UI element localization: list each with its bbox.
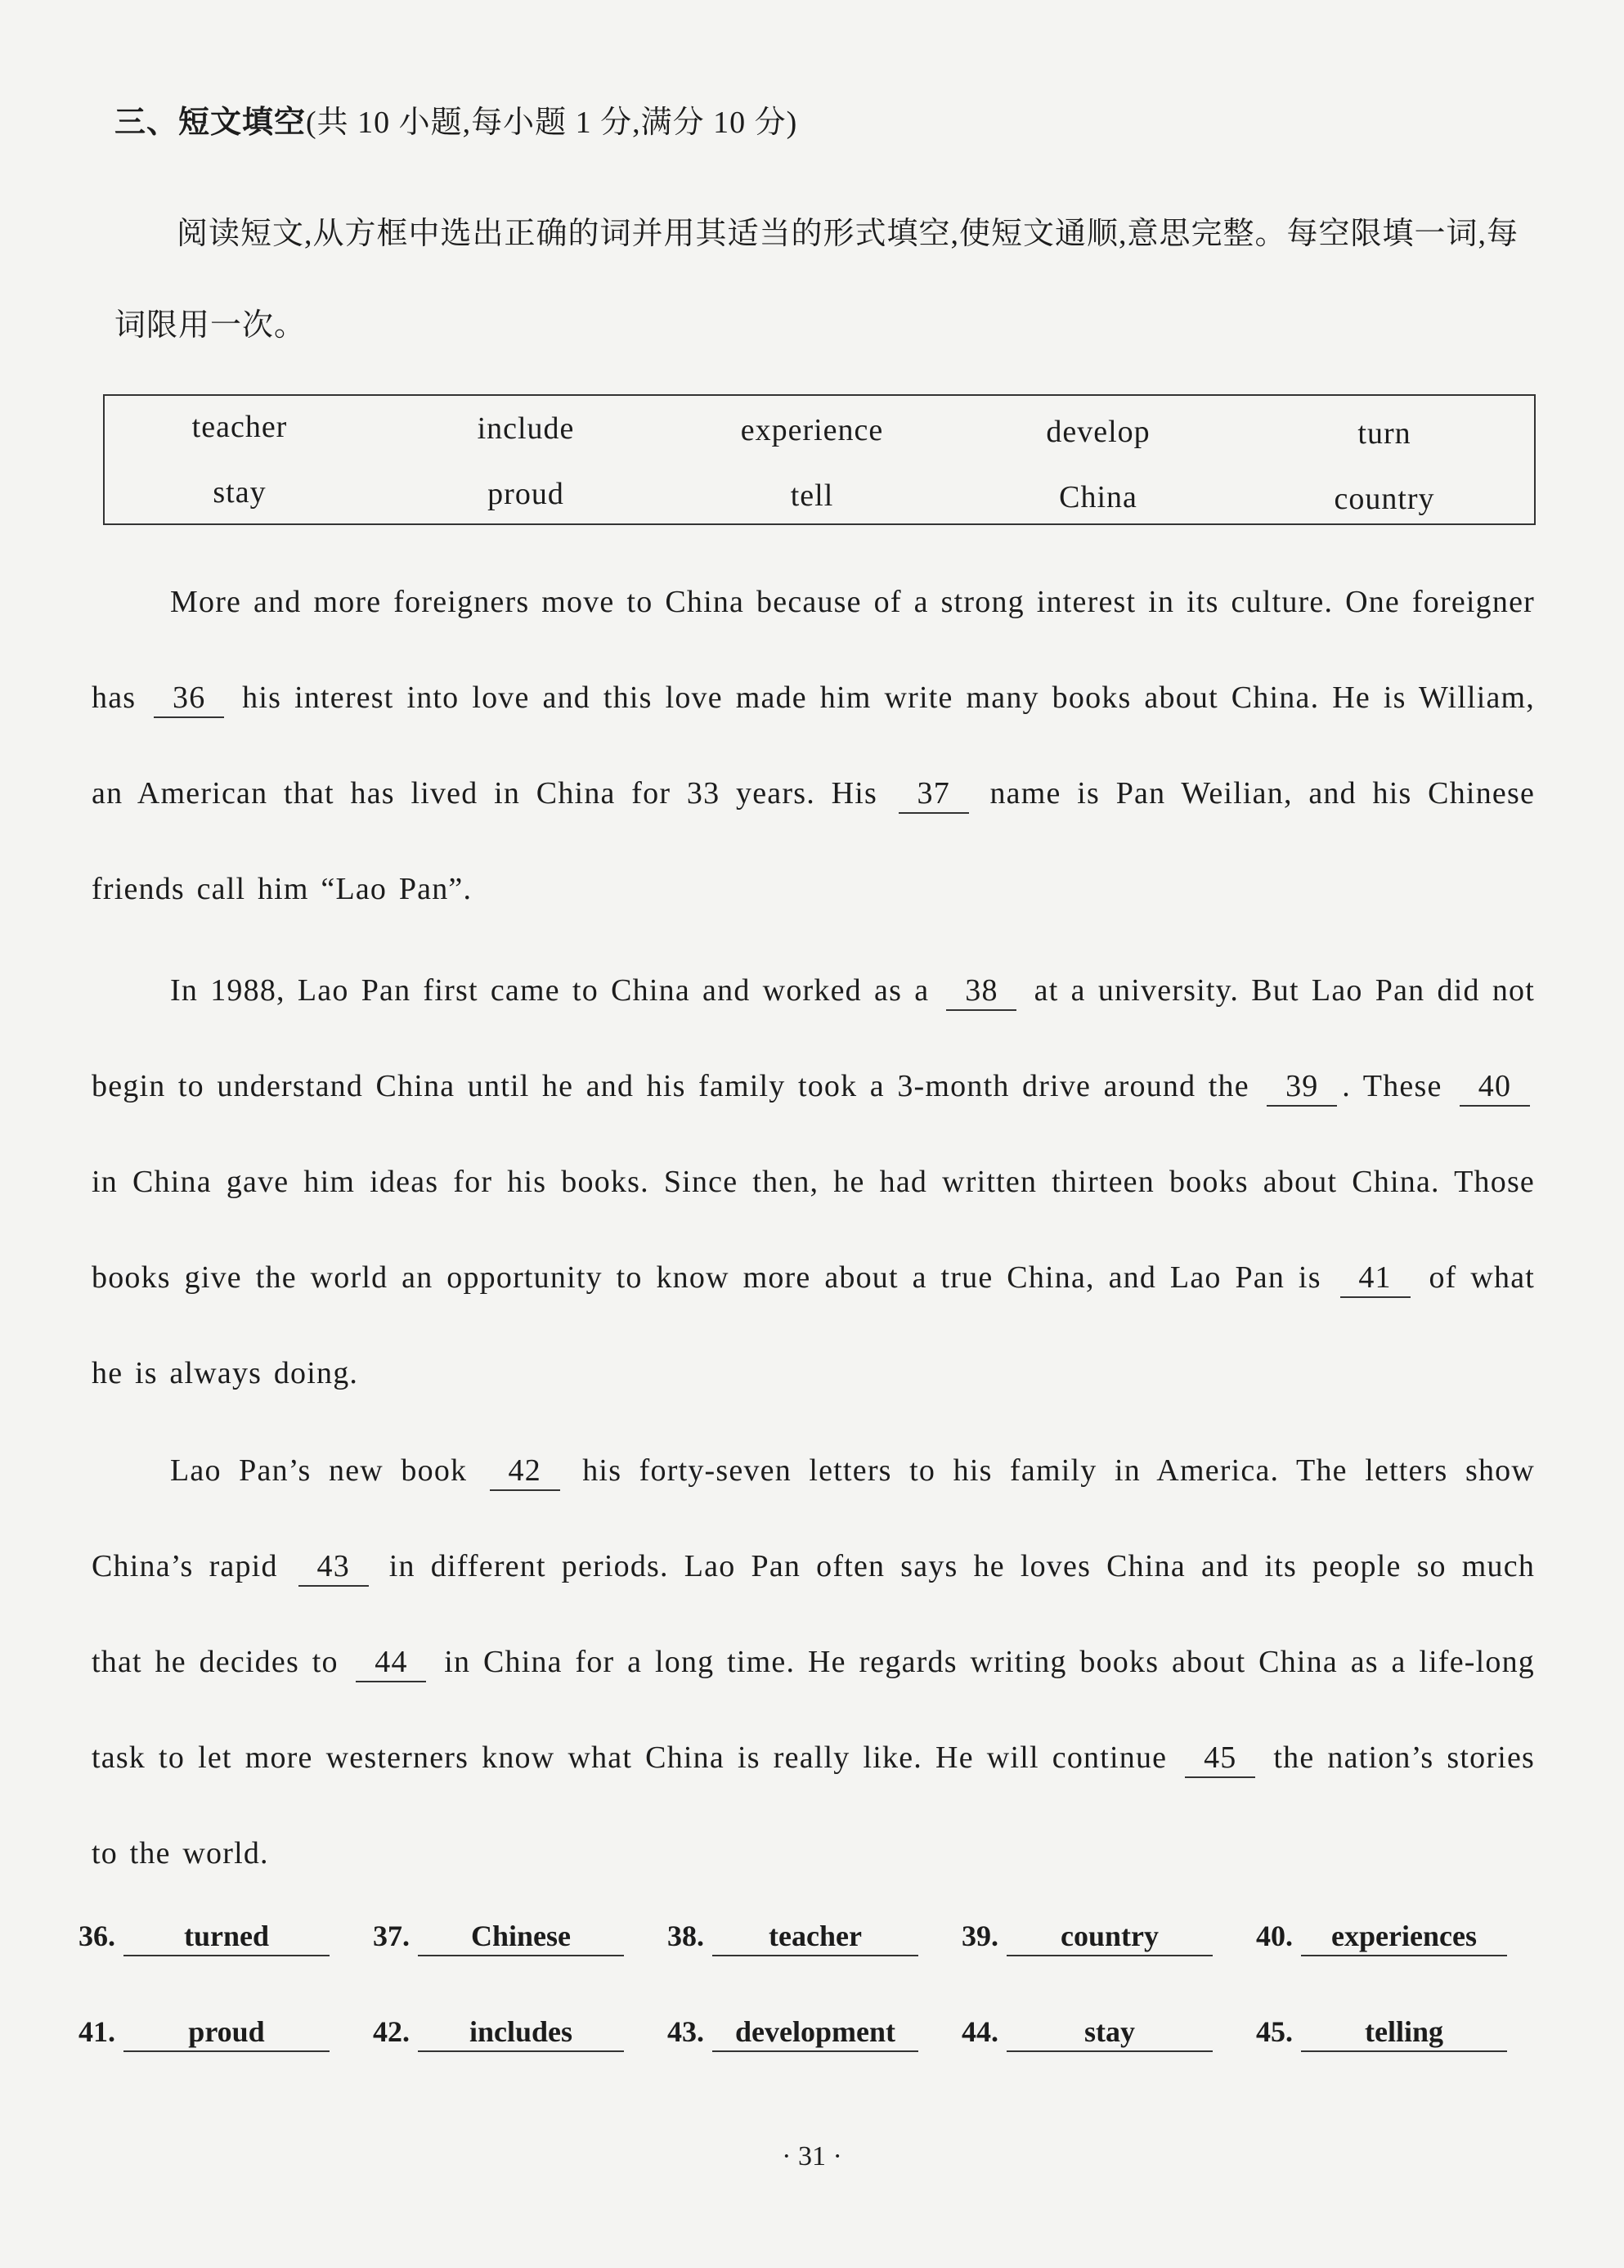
blank-42: 42 [490, 1453, 560, 1491]
instructions: 阅读短文,从方框中选出正确的词并用其适当的形式填空,使短文通顺,意思完整。每空限填一词,每词限用一次。 [114, 217, 1519, 343]
answer-number: 38. [667, 1920, 704, 1952]
answer-value: teacher [712, 1918, 918, 1956]
answer-number: 39. [962, 1920, 998, 1952]
answer-39 [962, 1918, 1213, 1956]
answers-row-1 [79, 1918, 1542, 1967]
passage-text: In 1988, Lao Pan first came to China and worked as a [170, 973, 930, 1008]
blank-43: 43 [298, 1549, 369, 1587]
answer-number: 36. [79, 1920, 115, 1952]
word-box-item: proud [487, 477, 564, 511]
word-box-item: turn [1357, 416, 1411, 451]
answer-number: 44. [962, 2015, 998, 2048]
word-box-item: country [1334, 482, 1435, 516]
answer-40 [1256, 1918, 1507, 1956]
word-box-item: teacher [191, 410, 288, 444]
answer-44 [962, 2014, 1213, 2052]
passage-text: More and more foreigners move to China because of a strong interest in its culture. One foreigner has [92, 585, 1535, 715]
paragraph-2 [92, 943, 1535, 1421]
paragraph-1 [92, 555, 1535, 937]
passage-text: of what he is always doing. [92, 1260, 1536, 1390]
section-scoring: (共 10 小题,每小题 1 分,满分 10 分) [306, 106, 798, 140]
word-box-item: China [1059, 480, 1137, 514]
section-title: 三、短文填空 [114, 104, 307, 140]
word-box-item: stay [213, 475, 267, 510]
passage-text: in China for a long time. He regards writing books about China as a life-long task to let more westerners know what China is really like. He will continue [92, 1645, 1536, 1775]
answer-value: proud [123, 2014, 330, 2052]
answer-42 [373, 2014, 624, 2052]
passage-text: Lao Pan’s new book [170, 1453, 468, 1488]
passage-text: name is Pan Weilian, and his Chinese friends call him “Lao Pan”. [92, 776, 1536, 906]
answer-number: 40. [1256, 1920, 1293, 1952]
answer-value: turned [123, 1918, 330, 1956]
answer-value: country [1007, 1918, 1213, 1956]
passage-text: his forty-seven letters to his family in America. The letters show China’s rapid [92, 1453, 1535, 1583]
blank-41: 41 [1340, 1260, 1411, 1298]
answer-value: telling [1301, 2014, 1507, 2052]
blank-44: 44 [356, 1645, 426, 1682]
blank-38: 38 [946, 973, 1016, 1011]
answer-43 [667, 2014, 918, 2052]
section-heading [114, 97, 797, 141]
passage-text: his interest into love and this love made him write many books about China. He is William, an American that has lived in China for 33 years. His [92, 680, 1535, 811]
answer-number: 45. [1256, 2015, 1293, 2048]
answer-36 [79, 1918, 330, 1956]
answer-number: 42. [373, 2015, 410, 2048]
answer-37 [373, 1918, 624, 1956]
answer-number: 41. [79, 2015, 115, 2048]
blank-40: 40 [1460, 1069, 1530, 1107]
blank-45: 45 [1185, 1740, 1255, 1778]
blank-39: 39 [1267, 1069, 1337, 1107]
answer-value: stay [1007, 2014, 1213, 2052]
answer-value: includes [418, 2014, 624, 2052]
paragraph-3 [92, 1423, 1535, 1902]
answer-value: development [712, 2014, 918, 2052]
word-box-item: include [477, 411, 575, 446]
answer-number: 43. [667, 2015, 704, 2048]
answer-38 [667, 1918, 918, 1956]
answer-value: experiences [1301, 1918, 1507, 1956]
passage-text: the nation’s stories to the world. [92, 1740, 1536, 1871]
word-box-item: tell [790, 478, 834, 513]
passage-text: at a university. But Lao Pan did not begin to understand China until he and his family took a 3-month drive around the [92, 973, 1535, 1103]
answer-value: Chinese [418, 1918, 624, 1956]
blank-37: 37 [899, 776, 969, 814]
passage-text: in China gave him ideas for his books. Since then, he had written thirteen books about China. Those books give the world an opportunity to know more about a true China, and Lao Pan is [92, 1165, 1535, 1295]
answers-row-2 [79, 2014, 1542, 2063]
answer-45 [1256, 2014, 1507, 2052]
answer-number: 37. [373, 1920, 410, 1952]
page-number: · 31 · [782, 2141, 842, 2171]
answer-41 [79, 2014, 330, 2052]
word-box [103, 394, 1536, 525]
passage-text: in different periods. Lao Pan often says he loves China and its people so much that he decides to [92, 1549, 1536, 1679]
blank-36: 36 [154, 680, 224, 718]
word-box-item: experience [740, 413, 884, 447]
word-box-item: develop [1046, 415, 1151, 449]
passage-text: . These [1342, 1069, 1442, 1103]
